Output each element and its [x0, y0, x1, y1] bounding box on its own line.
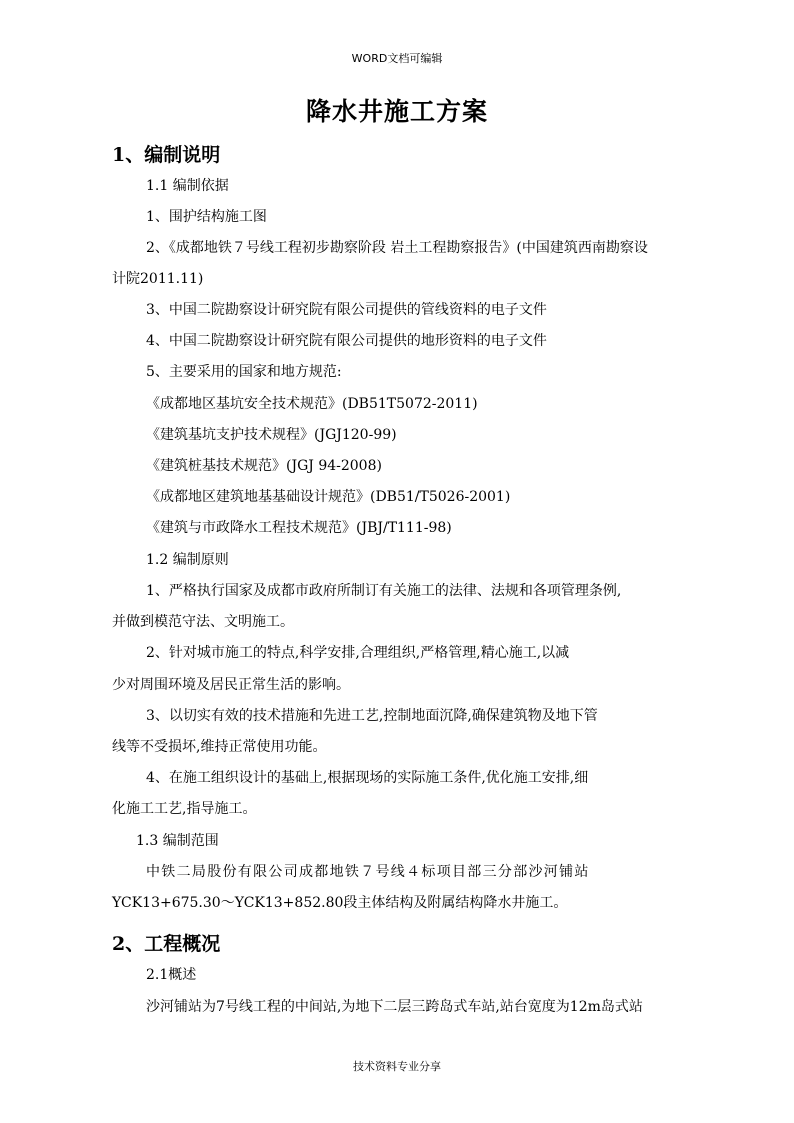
principle-2-continued: 少对周围环境及居民正常生活的影响。 — [112, 677, 350, 693]
document-title: 降水井施工方案 — [305, 97, 488, 126]
basis-item-5: 5、主要采用的国家和地方规范: — [146, 364, 342, 380]
section-heading-1: 1、编制说明 — [112, 144, 221, 166]
principle-4-continued: 化施工工艺,指导施工。 — [112, 801, 257, 817]
page-header: WORD文档可编辑 — [351, 52, 443, 65]
standard-item: 《建筑与市政降水工程技术规范》(JBJ/T111-98) — [146, 520, 452, 536]
basis-item-2-continued: 计院2011.11) — [112, 271, 204, 287]
scope-text: 中铁二局股份有限公司成都地铁７号线４标项目部三分部沙河铺站 — [146, 864, 590, 880]
standard-item: 《成都地区建筑地基基础设计规范》(DB51/T5026-2001) — [146, 489, 511, 505]
principle-1-continued: 并做到模范守法、文明施工。 — [112, 614, 294, 630]
basis-item-1: 1、围护结构施工图 — [146, 209, 267, 225]
principle-2: 2、针对城市施工的特点,科学安排,合理组织,严格管理,精心施工,以减 — [146, 645, 570, 661]
principle-1: 1、严格执行国家及成都市政府所制订有关施工的法律、法规和各项管理条例, — [146, 583, 622, 599]
basis-item-2: 2、《成都地铁７号线工程初步勘察阶段 岩土工程勘察报告》(中国建筑西南勘察设 — [146, 240, 648, 256]
subsection-heading-1-3: 1.3 编制范围 — [136, 833, 219, 849]
subsection-heading-1-1: 1.1 编制依据 — [146, 178, 229, 194]
overview-text: 沙河铺站为7号线工程的中间站,为地下二层三跨岛式车站,站台宽度为12m岛式站 — [146, 999, 643, 1015]
standard-item: 《建筑桩基技术规范》(JGJ 94-2008) — [146, 458, 382, 474]
standard-item: 《建筑基坑支护技术规程》(JGJ120-99) — [146, 427, 397, 443]
subsection-heading-1-2: 1.2 编制原则 — [146, 552, 229, 568]
basis-item-3: 3、中国二院勘察设计研究院有限公司提供的管线资料的电子文件 — [146, 302, 547, 318]
scope-text-continued: YCK13+675.30～YCK13+852.80段主体结构及附属结构降水井施工。 — [112, 895, 568, 911]
section-heading-2: 2、工程概况 — [112, 933, 221, 955]
basis-item-4: 4、中国二院勘察设计研究院有限公司提供的地形资料的电子文件 — [146, 333, 547, 349]
standard-item: 《成都地区基坑安全技术规范》(DB51T5072-2011) — [146, 396, 478, 412]
principle-3-continued: 线等不受损坏,维持正常使用功能。 — [112, 739, 327, 755]
page-footer: 技术资料专业分享 — [353, 1060, 441, 1073]
principle-3: 3、以切实有效的技术措施和先进工艺,控制地面沉降,确保建筑物及地下管 — [146, 708, 598, 724]
principle-4: 4、在施工组织设计的基础上,根据现场的实际施工条件,优化施工安排,细 — [146, 770, 589, 786]
subsection-heading-2-1: 2.1概述 — [146, 967, 197, 983]
